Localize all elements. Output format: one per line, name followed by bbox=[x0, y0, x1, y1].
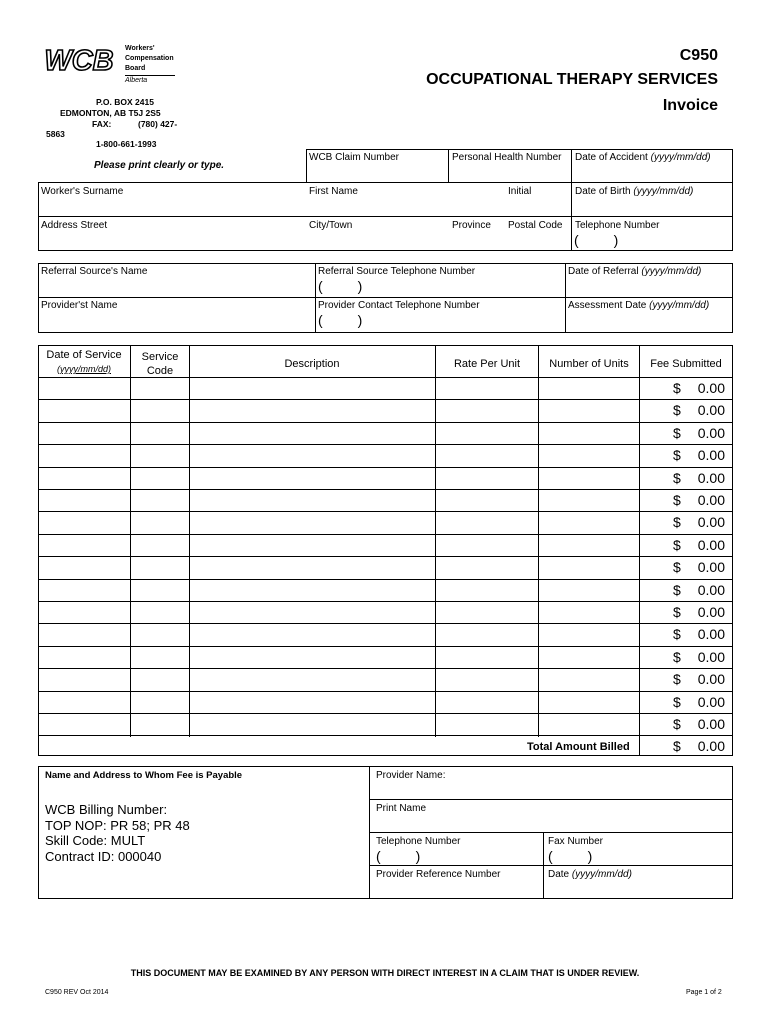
form-revision: C950 REV Oct 2014 bbox=[45, 989, 109, 996]
table-row-divider bbox=[38, 735, 733, 736]
provider-reference-number-field[interactable]: Provider Reference Number bbox=[376, 869, 501, 880]
province-field[interactable]: Province bbox=[452, 220, 491, 231]
toll-free-number: 1-800-661-1993 bbox=[96, 139, 157, 149]
fee-cell[interactable]: $ 0.00 bbox=[673, 537, 725, 553]
table-row-divider bbox=[38, 713, 733, 714]
total-amount-label: Total Amount Billed bbox=[527, 741, 630, 753]
referral-source-name-field[interactable]: Referral Source's Name bbox=[41, 266, 148, 277]
table-row-divider bbox=[38, 691, 733, 692]
provider-name-field[interactable]: Provider Name: bbox=[376, 770, 446, 781]
table-row-divider bbox=[38, 668, 733, 669]
svg-text:WCB: WCB bbox=[44, 46, 114, 74]
payee-title: Name and Address to Whom Fee is Payable bbox=[45, 770, 243, 781]
table-row-divider bbox=[38, 579, 733, 580]
provider-contact-phone-field[interactable]: Provider Contact Telephone Number bbox=[318, 300, 480, 311]
wcb-claim-number-field[interactable]: WCB Claim Number bbox=[309, 152, 400, 163]
first-name-field[interactable]: First Name bbox=[309, 186, 358, 197]
table-column-divider bbox=[130, 345, 131, 737]
fee-cell[interactable]: $ 0.00 bbox=[673, 514, 725, 530]
header-rate-per-unit: Rate Per Unit bbox=[453, 358, 521, 370]
fee-cell[interactable]: $ 0.00 bbox=[673, 559, 725, 575]
city-town-field[interactable]: City/Town bbox=[309, 220, 353, 231]
fee-cell[interactable]: $ 0.00 bbox=[673, 671, 725, 687]
table-row-divider bbox=[38, 534, 733, 535]
billing-number: WCB Billing Number: bbox=[45, 802, 168, 817]
header-fee-submitted: Fee Submitted bbox=[650, 358, 722, 370]
footer-notice: THIS DOCUMENT MAY BE EXAMINED BY ANY PERSON WITH DIRECT INTEREST IN A CLAIM THAT IS UNDER REVIEW. bbox=[130, 968, 640, 978]
table-column-divider bbox=[639, 737, 640, 756]
print-note: Please print clearly or type. bbox=[94, 160, 225, 171]
providers-name-field[interactable]: Provider'st Name bbox=[41, 300, 118, 311]
table-row-divider bbox=[38, 489, 733, 490]
fee-cell[interactable]: $ 0.00 bbox=[673, 402, 725, 418]
form-title: OCCUPATIONAL THERAPY SERVICES bbox=[426, 71, 718, 88]
contract-id: Contract ID: 000040 bbox=[45, 848, 162, 864]
org-province: Alberta bbox=[125, 75, 175, 84]
org-name: Workers' Compensation Board bbox=[125, 45, 174, 72]
postal-code-field[interactable]: Postal Code bbox=[508, 220, 563, 231]
table-row-divider bbox=[38, 399, 733, 400]
fee-cell[interactable]: $ 0.00 bbox=[673, 694, 725, 710]
table-row-divider bbox=[38, 623, 733, 624]
fee-cell[interactable]: $ 0.00 bbox=[673, 604, 725, 620]
table-row-divider bbox=[38, 511, 733, 512]
payee-telephone-field[interactable]: Telephone Number bbox=[376, 836, 461, 847]
assessment-date-field[interactable]: Assessment Date (yyyy/mm/dd) bbox=[568, 300, 710, 311]
date-of-birth-field[interactable]: Date of Birth (yyyy/mm/dd) bbox=[575, 186, 694, 197]
skill-code: Skill Code: MULT bbox=[45, 833, 146, 848]
po-box: P.O. BOX 2415 bbox=[96, 97, 154, 107]
print-name-field[interactable]: Print Name bbox=[376, 803, 427, 814]
header-date-of-service: Date of Service (yyyy/mm/dd) bbox=[46, 349, 122, 374]
referral-phone-parens: ( ) bbox=[318, 278, 363, 294]
fax-number: (780) 427- bbox=[138, 119, 178, 129]
top-nop: TOP NOP: PR 58; PR 48 bbox=[45, 817, 190, 833]
workers-surname-field[interactable]: Worker's Surname bbox=[41, 186, 124, 197]
payee-fax-field[interactable]: Fax Number bbox=[548, 836, 604, 847]
total-amount-value: $ 0.00 bbox=[673, 738, 725, 754]
table-column-divider bbox=[189, 345, 190, 737]
fax-label: FAX: bbox=[92, 119, 112, 129]
header-number-of-units: Number of Units bbox=[549, 358, 629, 370]
date-of-referral-field[interactable]: Date of Referral (yyyy/mm/dd) bbox=[568, 266, 702, 277]
payee-telephone-parens: ( ) bbox=[376, 848, 421, 864]
initial-field[interactable]: Initial bbox=[508, 186, 532, 197]
fee-cell[interactable]: $ 0.00 bbox=[673, 492, 725, 508]
table-row-divider bbox=[38, 467, 733, 468]
table-column-divider bbox=[435, 345, 436, 737]
fee-cell[interactable]: $ 0.00 bbox=[673, 425, 725, 441]
payee-fax-parens: ( ) bbox=[548, 848, 593, 864]
table-row-divider bbox=[38, 556, 733, 557]
table-row-divider bbox=[38, 422, 733, 423]
table-row-divider bbox=[38, 646, 733, 647]
page-number: Page 1 of 2 bbox=[686, 989, 722, 996]
fee-cell[interactable]: $ 0.00 bbox=[673, 470, 725, 486]
telephone-number-field[interactable]: Telephone Number bbox=[575, 220, 660, 231]
telephone-parens: ( ) bbox=[574, 232, 619, 248]
header-service-code: Service Code bbox=[141, 351, 179, 377]
fee-cell[interactable]: $ 0.00 bbox=[673, 380, 725, 396]
wcb-logo bbox=[41, 44, 181, 90]
billing-info bbox=[45, 802, 190, 864]
form-subtitle: Invoice bbox=[662, 97, 718, 114]
fee-cell[interactable]: $ 0.00 bbox=[673, 582, 725, 598]
fee-cell[interactable]: $ 0.00 bbox=[673, 649, 725, 665]
referral-source-phone-field[interactable]: Referral Source Telephone Number bbox=[318, 266, 476, 277]
fax-number-cont: 5863 bbox=[46, 129, 65, 139]
fee-cell[interactable]: $ 0.00 bbox=[673, 447, 725, 463]
table-row-divider bbox=[38, 601, 733, 602]
header-description: Description bbox=[284, 358, 340, 370]
wcb-logo-mark bbox=[41, 46, 117, 74]
date-of-accident-field[interactable]: Date of Accident (yyyy/mm/dd) bbox=[575, 152, 711, 163]
fee-cell[interactable]: $ 0.00 bbox=[673, 716, 725, 732]
address-street-field[interactable]: Address Street bbox=[41, 220, 108, 231]
services-table bbox=[38, 345, 733, 756]
table-column-divider bbox=[538, 345, 539, 737]
table-row-divider bbox=[38, 444, 733, 445]
city-address: EDMONTON, AB T5J 2S5 bbox=[60, 108, 161, 118]
personal-health-number-field[interactable]: Personal Health Number bbox=[452, 152, 562, 163]
payee-date-field[interactable]: Date (yyyy/mm/dd) bbox=[548, 869, 632, 880]
fee-cell[interactable]: $ 0.00 bbox=[673, 626, 725, 642]
form-code: C950 bbox=[679, 47, 718, 64]
provider-phone-parens: ( ) bbox=[318, 312, 363, 328]
table-column-divider bbox=[639, 345, 640, 737]
